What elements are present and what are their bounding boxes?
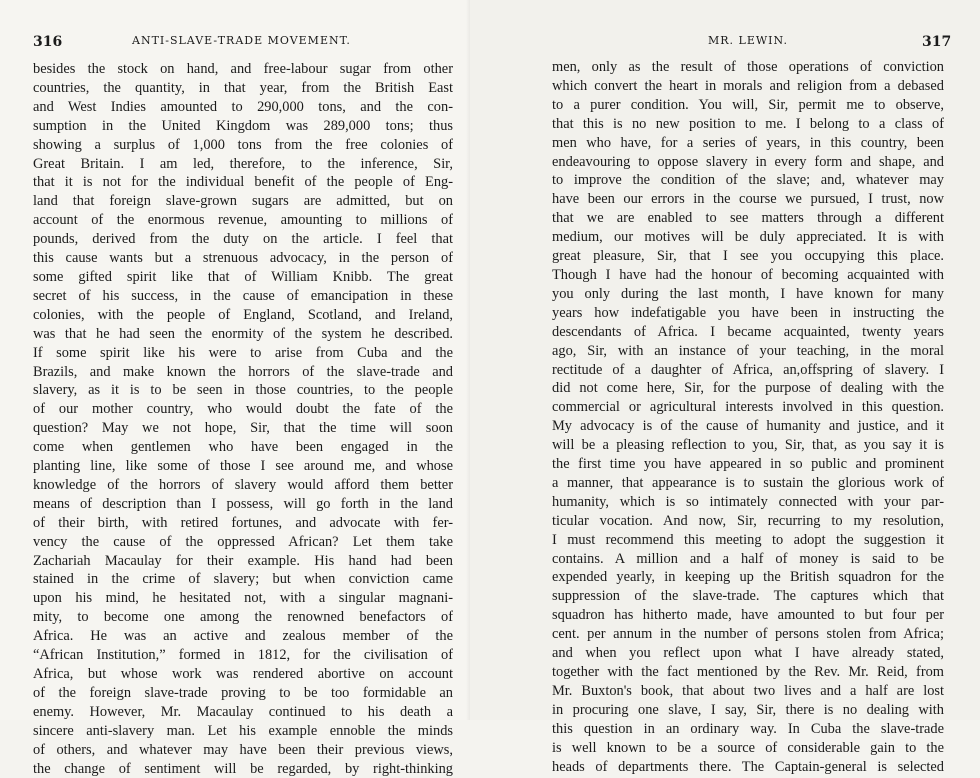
text-line: in procuring one slave, I say, Sir, there is no dealing with [552,701,944,718]
text-line: enemy. However, Mr. Macaulay continued to his death a [33,703,453,720]
text-line: squadron has hitherto made, have amounted to but four per [552,607,944,624]
text-line: cent. per annum in the number of persons stolen from Africa; [552,626,944,643]
text-line: account of the enormous revenue, amounting to millions of [33,212,453,229]
text-line: vency the cause of the oppressed African? Let them take [33,533,453,550]
running-head: ANTI-SLAVE-TRADE MOVEMENT. [132,34,351,47]
text-line: a manner, that appearance is to sustain the glorious work of [552,474,944,491]
text-line: Zachariah Macaulay for their example. His hand had been [33,552,453,569]
text-line: slavery, as it is to be seen in those countries, to the people [33,382,453,399]
text-line: some gifted spirit like that of William Knibb. The great [33,268,453,285]
text-line: have been our errors in the course we pursued, I trust, now [552,191,944,208]
page-number: 317 [922,34,952,50]
text-line: the change of sentiment will be regarded, by right-thinking [33,760,453,777]
text-line: will be a pleasing reflection to you, Sir, that, as you say it is [552,437,944,454]
body-text [33,60,453,778]
text-line: ago, Sir, with an instance of your teaching, in the moral [552,342,944,359]
text-line: of others, and whatever may have been their previous views, [33,741,453,758]
text-line: of their birth, with retired fortunes, and advocate with fer- [33,514,453,531]
text-line: to a purer condition. You will, Sir, permit me to observe, [552,96,944,113]
text-line: was that he had seen the enormity of the system he described. [33,325,453,342]
text-line: that it is not for the individual benefit of the people of Eng- [33,174,453,191]
text-line: the first time you have appeared in so public and prominent [552,456,944,473]
body-text [552,58,944,776]
text-line: land that foreign slave-grown sugars are admitted, but on [33,193,453,210]
text-line: descendants of Africa. I became acquainted, twenty years [552,323,944,340]
right-page [470,0,980,775]
text-line: sumption in the United Kingdom was 289,000 tons; thus [33,117,453,134]
text-line: rectitude of a daughter of Africa, an,offspring of slavery. I [552,361,944,378]
text-line: together with the fact mentioned by the Rev. Mr. Reid, from [552,664,944,680]
text-line: mity, to become one among the renowned benefactors of [33,609,453,626]
text-line: come when gentlemen who have been engaged in the [33,439,453,456]
text-line: humanity, which is so intimately connected with your par- [552,493,944,510]
text-line: I must recommend this meeting to adopt the suggestion it [552,531,944,548]
text-line: this cause wants but a strenuous advocacy, in the person of [33,250,453,267]
text-line: If some spirit like his were to arise from Cuba and the [33,344,453,361]
text-line: means of description than I possess, will go forth in the land [33,495,453,512]
text-line: colonies, with the people of England, Scotland, and Ireland, [33,306,453,323]
text-line: and when you reflect upon what I have already stated, [552,645,944,662]
text-line: you only during the last month, I have known for many [552,285,944,302]
text-line: of our mother country, who would doubt the fate of the [33,401,453,418]
text-line: expended yearly, in keeping up the British squadron for the [552,569,944,586]
left-page [0,0,470,777]
text-line: Brazils, and make known the horrors of the slave-trade and [33,363,453,380]
text-line: of the foreign slave-trade proving to be too formidable an [33,684,453,701]
text-line: ticular vocation. And now, Sir, recurring to my resolution, [552,512,944,529]
text-line: Africa. He was an active and zealous member of the [33,628,453,645]
text-line: suppression of the slave-trade. The captures which that [552,588,944,605]
text-line: Mr. Buxton's book, that about two lives and a half are lost [552,682,944,699]
text-line: great pleasure, Sir, that I see you occupying this place. [552,248,944,265]
text-line: which convert the heart in morals and religion from a debased [552,77,944,94]
text-line: My advocacy is of the cause of humanity and justice, and it [552,418,944,435]
page-number: 316 [33,34,63,50]
text-line: that this is no new position to me. I belong to a class of [552,115,944,132]
text-line: “African Institution,” formed in 1812, for the civilisation of [33,647,453,664]
text-line: showing a surplus of 1,000 tons from the free colonies of [33,136,453,153]
text-line: upon his mind, he hesitated not, with a singular magnani- [33,590,453,607]
text-line: Though I have had the honour of becoming acquainted with [552,266,944,283]
text-line: this question in an ordinary way. In Cuba the slave-trade [552,720,944,737]
text-line: and West Indies amounted to 290,000 tons, and the con- [33,98,453,115]
text-line: secret of his success, in the cause of emancipation in these [33,287,453,304]
text-line: pounds, derived from the duty on the article. I feel that [33,231,453,248]
text-line: is well known to be a source of considerable gain to the [552,739,944,756]
running-head: MR. LEWIN. [708,34,788,47]
text-line: endeavouring to oppose slavery in every form and shape, and [552,153,944,170]
text-line: years how indefatigable you have been in instructing the [552,304,944,321]
text-line: that we are enabled to see matters through a different [552,210,944,227]
text-line: planting line, like some of those I see around me, and whose [33,458,453,475]
text-line: men who have, for a series of years, in this country, been [552,134,944,151]
text-line: men, only as the result of those operations of conviction [552,59,944,75]
text-line: besides the stock on hand, and free-labour sugar from other [33,61,453,77]
text-line: medium, our motives will be duly appreciated. It is with [552,229,944,246]
text-line: knowledge of the horrors of slavery would afford them better [33,476,453,493]
text-line: countries, the quantity, in that year, from the British East [33,79,453,96]
text-line: Africa, but whose work was rendered abortive on account [33,666,453,682]
text-line: Great Britain. I am led, therefore, to the inference, Sir, [33,155,453,172]
text-line: to improve the condition of the slave; and, whatever may [552,172,944,189]
text-line: did not come here, Sir, for the purpose of dealing with the [552,380,944,397]
text-line: contains. A million and a half of money is said to be [552,550,944,567]
text-line: stained in the crime of slavery; but when conviction came [33,571,453,588]
text-line: heads of departments there. The Captain-general is selected [552,758,944,775]
text-line: commercial or agricultural interests involved in this question. [552,399,944,416]
text-line: sincere anti-slavery man. Let his example ennoble the minds [33,722,453,739]
text-line: question? May we not hope, Sir, that the time will soon [33,420,453,437]
